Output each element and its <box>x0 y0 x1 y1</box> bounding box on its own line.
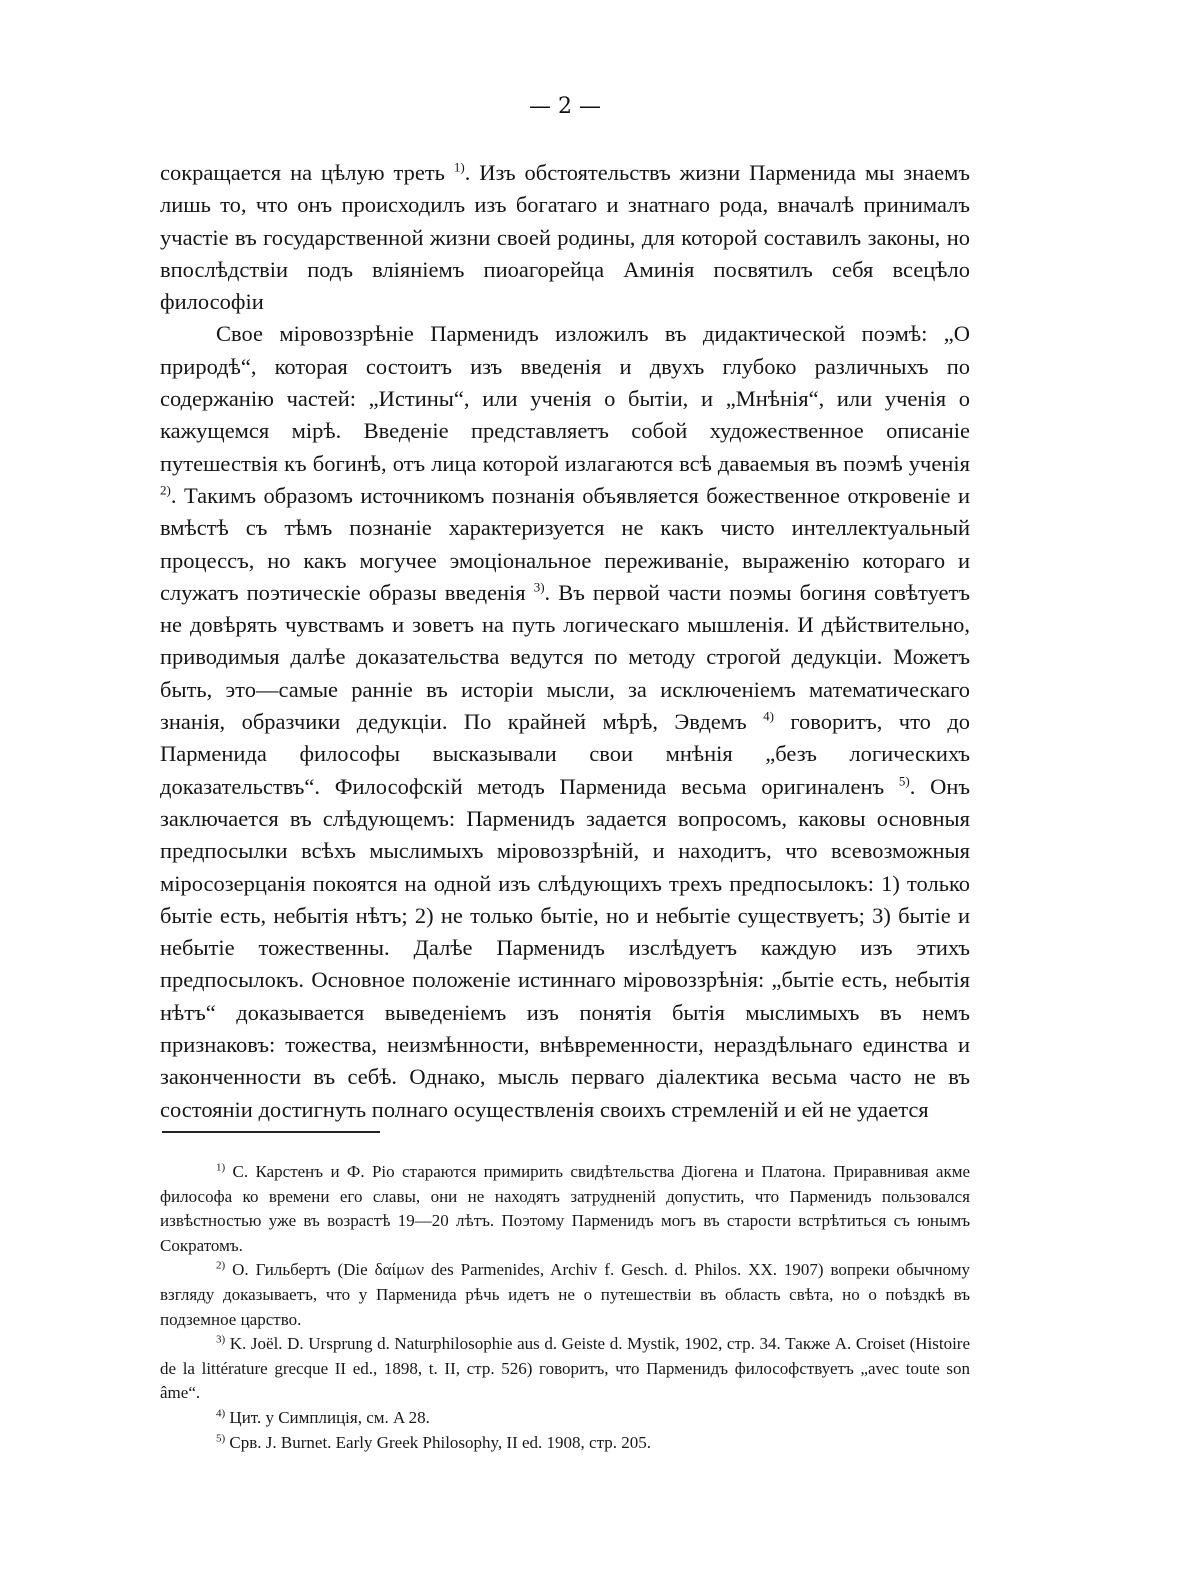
footnote-text: О. Гильбертъ (Die δαίμων des Parmenides, Archiv f. Gesch. d. Philos. XX. 1907) вопреки обычному взгляду доказываетъ, что у Парменида рѣчь идетъ не о путешествіи въ область свѣта, но о поѣздкѣ въ подземное царство. <box>160 1260 970 1329</box>
footnote-mark: 3) <box>216 1333 226 1346</box>
footnote-ref-1: 1) <box>453 159 465 175</box>
footnote-ref-2: 2) <box>160 482 171 498</box>
paragraph-2 <box>160 318 970 1125</box>
footnote-mark: 5) <box>216 1431 226 1444</box>
footnotes <box>160 1160 970 1455</box>
footnote-text: Цит. у Симплиція, см. A 28. <box>229 1407 430 1427</box>
footnote-mark: 2) <box>216 1259 226 1272</box>
footnote-separator <box>162 1131 380 1133</box>
paragraph-2-c: . Въ первой части поэмы богиня совѣтуетъ не довѣрять чувствамъ и зоветъ на путь логическаго мышленія. И дѣйствительно, приводимыя далѣе доказательства ведутся по методу строгой дедукціи. Можетъ быть, это—самые ранніе въ исторіи мысли, за исключеніемъ математическаго знанія, образчики дедукціи. По крайней мѣрѣ, Эвдемъ <box>160 579 970 735</box>
paragraph-2-b: . Такимъ образомъ источникомъ познанія объявляется божественное откровеніе и вмѣстѣ съ тѣмъ познаніе характеризуется не какъ чисто интеллектуальный процессъ, но какъ могучее эмоціональное переживаніе, выраженію котораго и служатъ поэтическіе образы введенія <box>160 482 970 605</box>
paragraph-2-d: говоритъ, что до Парменида философы высказывали свои мнѣнія „безъ логическихъ доказательствъ“. Философскій методъ Парменида весьма оригиналенъ <box>160 709 971 799</box>
page-number: — 2 — <box>529 94 601 119</box>
footnote-4 <box>160 1406 970 1431</box>
footnote-1 <box>160 1160 970 1258</box>
paragraph-1-start: сокращается на цѣлую треть <box>160 160 445 185</box>
footnote-2 <box>160 1258 970 1332</box>
footnote-ref-3: 3) <box>533 579 545 595</box>
footnote-5 <box>160 1431 970 1456</box>
footnote-mark: 1) <box>216 1161 226 1174</box>
footnote-ref-5: 5) <box>898 773 910 789</box>
paragraph-1 <box>160 157 970 318</box>
paragraph-2-a: Свое міровоззрѣніе Парменидъ изложилъ въ дидактической поэмѣ: „О природѣ“, которая состоитъ изъ введенія и двухъ глубоко различныхъ по содержанію частей: „Истины“, или ученія о бытіи, и „Мнѣнія“, или ученія о кажущемся мірѣ. Введеніе представляетъ собой художественное описаніе путешествія къ богинѣ, отъ лица которой излагаются всѣ даваемыя въ поэмѣ ученія <box>160 321 970 476</box>
footnote-text: K. Joël. D. Ursprung d. Naturphilosophie aus d. Geiste d. Mystik, 1902, стр. 34. Также A. Croiset (Histoire de la littérature grecque II ed., 1898, t. II, стр. 526) говоритъ, что Парменидъ философствуетъ „avec toute son âme“. <box>160 1334 971 1403</box>
footnote-text: С. Карстенъ и Ф. Ріо стараются примирить свидѣтельства Діогена и Платона. Приравнивая акме философа ко времени его славы, они не находятъ затрудненій допустить, что Парменидъ пользовался извѣстностью уже въ возрастѣ 19—20 лѣтъ. Поэтому Парменидъ могъ въ старости встрѣтиться съ юнымъ Сократомъ. <box>160 1162 971 1255</box>
footnote-ref-4: 4) <box>763 708 774 724</box>
paragraph-1-rest: . Изъ обстоятельствъ жизни Парменида мы знаемъ лишь то, что онъ происходилъ изъ богатаго и знатнаго рода, вначалѣ принималъ участіе въ государственной жизни своей родины, для которой составилъ законы, но впослѣдствіи подъ вліяніемъ пиоагорейца Аминія посвятилъ себя всецѣло философіи <box>160 160 970 315</box>
footnote-3 <box>160 1332 970 1406</box>
paragraph-2-e: . Онъ заключается въ слѣдующемъ: Парменидъ задается вопросомъ, каковы основныя предпосылки всѣхъ мыслимыхъ міровоззрѣній, и находитъ, что всевозможныя міросозерцанія покоятся на одной изъ слѣдующихъ трехъ предпосылокъ: 1) только бытіе есть, небытія нѣтъ; 2) не только бытіе, но и небытіе существуетъ; 3) бытіе и небытіе тожественны. Далѣе Парменидъ изслѣдуетъ каждую изъ этихъ предпосылокъ. Основное положеніе истиннаго міровоззрѣнія: „бытіе есть, небытія нѣтъ“ доказывается выведеніемъ изъ понятія бытія мыслимыхъ въ немъ признаковъ: тожества, неизмѣнности, внѣвременности, нераздѣльнаго единства и законченности въ себѣ. Однако, мысль перваго діалектика весьма часто не въ состояніи достигнуть полнаго осуществленія своихъ стремленій и ей не удается <box>160 773 970 1122</box>
footnote-mark: 4) <box>216 1407 226 1420</box>
footnote-text: Срв. J. Burnet. Early Greek Philosophy, II ed. 1908, стр. 205. <box>229 1432 651 1452</box>
main-text <box>160 157 970 1126</box>
